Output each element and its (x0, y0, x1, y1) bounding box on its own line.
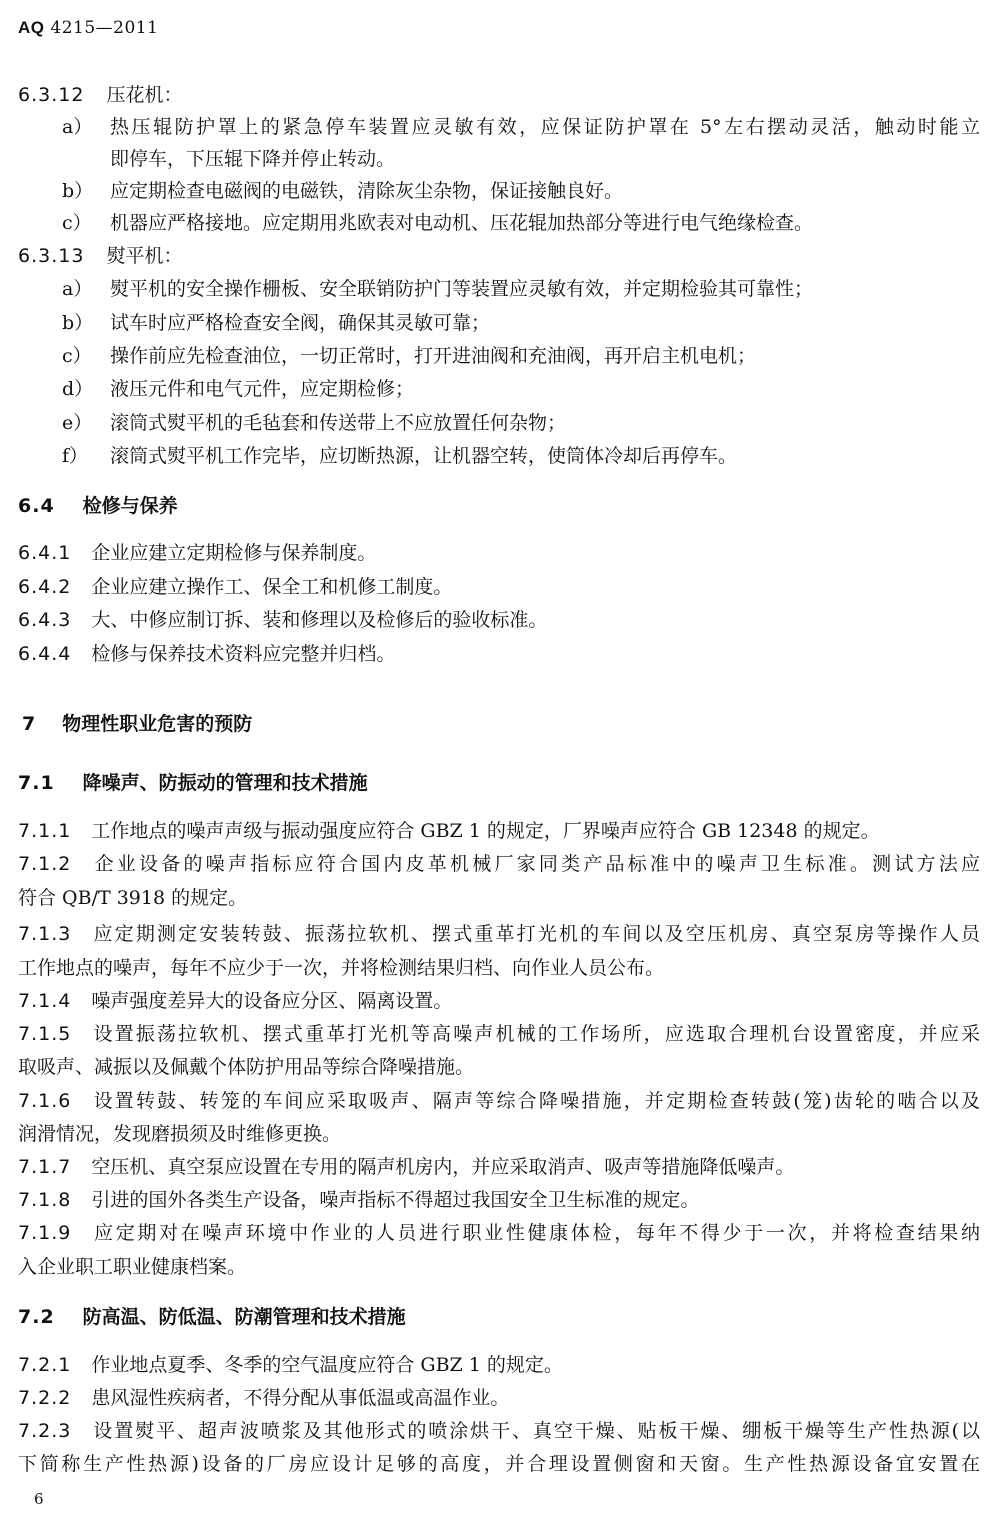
clause-7-1-9: 7.1.9 应定期对在噪声环境中作业的人员进行职业性健康体检，每年不得少于一次，并将检查结果纳 (18, 1222, 980, 1244)
list-marker: f） (62, 445, 89, 467)
clause-7-1-3-cont: 工作地点的噪声，每年不应少于一次，并将检测结果归档、向作业人员公布。 (18, 957, 665, 979)
list-marker: e） (62, 412, 93, 434)
list-item: 熨平机的安全操作栅板、安全联销防护门等装置应灵敏有效，并定期检验其可靠性； (110, 278, 814, 300)
list-marker: b） (62, 180, 94, 202)
clause-7-1-6-cont: 润滑情况，发现磨损须及时维修更换。 (18, 1123, 342, 1145)
clause-7-1-7: 7.1.7 空压机、真空泵应设置在专用的隔声机房内，并应采取消声、吸声等措施降低噪声。 (18, 1156, 795, 1178)
clause-7-2-3-cont: 下简称生产性热源)设备的厂房应设计足够的高度，并合理设置侧窗和天窗。生产性热源设备宜安置在 (18, 1453, 980, 1475)
clause-6-3-13: 6.3.13 熨平机： (18, 245, 183, 267)
clause-6-4-4: 6.4.4 检修与保养技术资料应完整并归档。 (18, 643, 396, 665)
list-item: 机器应严格接地。应定期用兆欧表对电动机、压花辊加热部分等进行电气绝缘检查。 (110, 212, 814, 234)
list-marker: d） (62, 378, 94, 400)
list-marker: c） (62, 212, 92, 234)
clause-7-1-3: 7.1.3 应定期测定安装转鼓、振荡拉软机、摆式重革打光机的车间以及空压机房、真空泵房等操作人员 (18, 923, 980, 945)
document-header (18, 18, 158, 38)
list-item: 操作前应先检查油位，一切正常时，打开进油阀和充油阀，再开启主机电机； (110, 345, 757, 367)
clause-7-2-1: 7.2.1 作业地点夏季、冬季的空气温度应符合 GBZ 1 的规定。 (18, 1354, 563, 1376)
list-item: 滚筒式熨平机工作完毕，应切断热源，让机器空转，使筒体冷却后再停车。 (110, 445, 738, 467)
list-item: 试车时应严格检查安全阀，确保其灵敏可靠； (110, 312, 491, 334)
clause-7-1-9-cont: 入企业职工职业健康档案。 (18, 1256, 247, 1278)
list-marker: b） (62, 312, 94, 334)
clause-6-3-12: 6.3.12 压花机： (18, 84, 183, 106)
clause-7-1-1: 7.1.1 工作地点的噪声声级与振动强度应符合 GBZ 1 的规定，厂界噪声应符合 GB 12348 的规定。 (18, 820, 880, 842)
standard-number: 4215—2011 (50, 18, 159, 38)
list-marker: a） (62, 116, 93, 138)
clause-6-4-2: 6.4.2 企业应建立操作工、保全工和机修工制度。 (18, 576, 453, 598)
clause-7-1-5: 7.1.5 设置振荡拉软机、摆式重革打光机等高噪声机械的工作场所，应选取合理机台设置密度，并应采 (18, 1023, 980, 1045)
clause-7-2-3: 7.2.3 设置熨平、超声波喷浆及其他形式的喷涂烘干、真空干燥、贴板干燥、绷板干燥等生产性热源(以 (18, 1420, 980, 1442)
clause-6-4-3: 6.4.3 大、中修应制订拆、装和修理以及检修后的验收标准。 (18, 609, 548, 631)
clause-7-1-2: 7.1.2 企业设备的噪声指标应符合国内皮革机械厂家同类产品标准中的噪声卫生标准。测试方法应 (18, 853, 980, 875)
list-marker: a） (62, 278, 93, 300)
list-item: 液压元件和电气元件，应定期检修； (110, 378, 415, 400)
section-heading-7-1: 7.1 降噪声、防振动的管理和技术措施 (18, 772, 368, 794)
section-heading-7-2: 7.2 防高温、防低温、防潮管理和技术措施 (18, 1306, 406, 1328)
standard-code: AQ (18, 18, 45, 37)
list-item: 滚筒式熨平机的毛毡套和传送带上不应放置任何杂物； (110, 412, 567, 434)
section-heading-6-4: 6.4 检修与保养 (18, 495, 178, 517)
list-marker: c） (62, 345, 92, 367)
clause-7-2-2: 7.2.2 患风湿性疾病者，不得分配从事低温或高温作业。 (18, 1387, 510, 1409)
list-item: 应定期检查电磁阀的电磁铁，清除灰尘杂物，保证接触良好。 (110, 180, 624, 202)
clause-7-1-4: 7.1.4 噪声强度差异大的设备应分区、隔离设置。 (18, 990, 453, 1012)
clause-7-1-5-cont: 取吸声、减振以及佩戴个体防护用品等综合降噪措施。 (18, 1056, 475, 1078)
clause-7-1-6: 7.1.6 设置转鼓、转笼的车间应采取吸声、隔声等综合降噪措施，并定期检查转鼓(笼)齿轮的啮合以及 (18, 1090, 980, 1112)
list-item-cont: 即停车，下压辊下降并停止转动。 (110, 148, 396, 170)
list-item: 热压辊防护罩上的紧急停车装置应灵敏有效，应保证防护罩在 5°左右摆动灵活，触动时能立 (110, 116, 980, 138)
clause-7-1-2-cont: 符合 QB/T 3918 的规定。 (18, 887, 248, 909)
clause-6-4-1: 6.4.1 企业应建立定期检修与保养制度。 (18, 542, 377, 564)
chapter-heading-7: 7 物理性职业危害的预防 (22, 713, 253, 735)
clause-7-1-8: 7.1.8 引进的国外各类生产设备，噪声指标不得超过我国安全卫生标准的规定。 (18, 1189, 700, 1211)
page-number: 6 (34, 1490, 44, 1508)
